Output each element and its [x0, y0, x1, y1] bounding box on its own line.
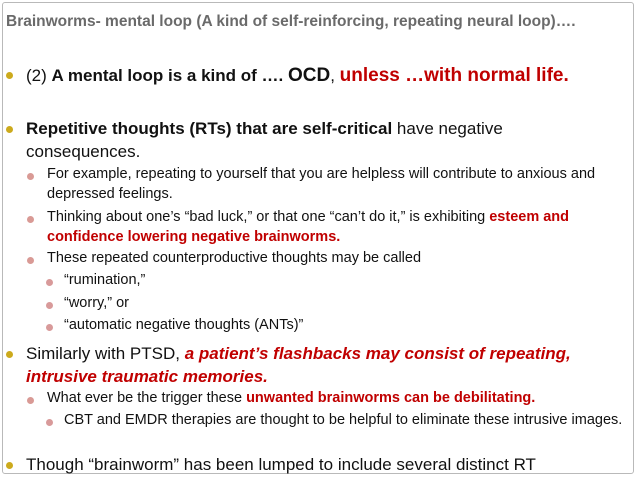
- slide-title: Brainworms- mental loop (A kind of self-reinforcing, repeating neural loop)….: [6, 13, 576, 30]
- bullet-1-ocd: OCD: [287, 65, 331, 86]
- bullet-2b-text: Thinking about one’s “bad luck,” or that one “can’t do it,” is exhibiting: [47, 209, 490, 225]
- bullet-dot-icon: [27, 257, 34, 264]
- bullet-dot-icon: [46, 302, 53, 309]
- bullet-1-comma: ,: [330, 66, 340, 85]
- bullet-3a-red: unwanted brainworms can be debilitating.: [246, 390, 536, 406]
- bullet-3: [26, 342, 626, 388]
- bullet-3-text: Similarly with PTSD,: [26, 344, 185, 363]
- bullet-dot-icon: [6, 462, 13, 469]
- bullet-2a: For example, repeating to yourself that you are helpless will contribute to anxious and depressed feelings.: [47, 166, 596, 202]
- bullet-2: [26, 117, 586, 163]
- bullet-4: Though “brainworm” has been lumped to include several distinct RT: [26, 455, 536, 474]
- bullet-dot-icon: [27, 397, 34, 404]
- bullet-2c: These repeated counterproductive thoughts may be called: [47, 250, 422, 266]
- bullet-2-bold: Repetitive thoughts (RTs) that are self-critical: [26, 119, 393, 138]
- bullet-dot-icon: [6, 72, 13, 79]
- bullet-dot-icon: [46, 279, 53, 286]
- bullet-3a: [47, 388, 632, 408]
- bullet-2c-2: “worry,” or: [64, 295, 129, 311]
- bullet-3-red: a patient’s flashbacks may consist of repeating, intrusive traumatic memories.: [26, 344, 571, 386]
- bullet-dot-icon: [46, 324, 53, 331]
- bullet-2-rest: have negative consequences.: [26, 119, 503, 161]
- bullet-dot-icon: [6, 126, 13, 133]
- bullet-1-prefix: (2): [26, 66, 52, 85]
- bullet-dot-icon: [46, 419, 53, 426]
- bullet-1-red: unless …with normal life.: [339, 65, 569, 86]
- bullet-dot-icon: [27, 216, 34, 223]
- bullet-1-bold: A mental loop is a kind of ….: [51, 66, 288, 85]
- bullet-3a-text: What ever be the trigger these: [47, 390, 247, 406]
- bullet-3a-1: CBT and EMDR therapies are thought to be helpful to eliminate these intrusive images.: [64, 412, 623, 428]
- bullet-1: [26, 63, 626, 88]
- bullet-2c-3: “automatic negative thoughts (ANTs)”: [64, 317, 304, 333]
- bullet-dot-icon: [27, 173, 34, 180]
- bullet-dot-icon: [6, 351, 13, 358]
- bullet-2b: [47, 207, 632, 247]
- bullet-2b-red: esteem and confidence lowering negative brainworms.: [47, 209, 570, 245]
- bullet-2c-1: “rumination,”: [64, 272, 146, 288]
